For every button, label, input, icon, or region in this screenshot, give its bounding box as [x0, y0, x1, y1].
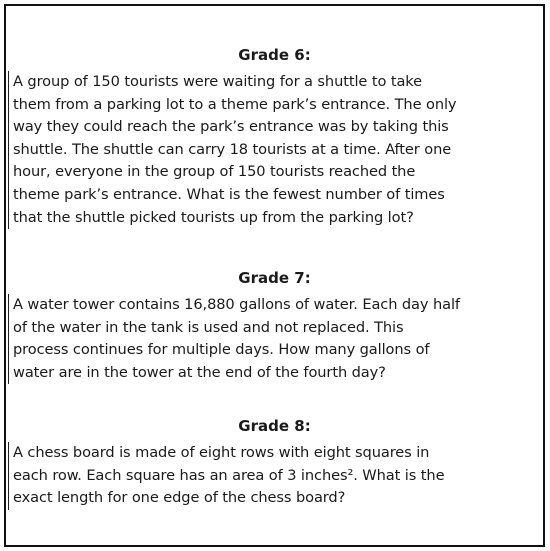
- grade-8-problem: [8, 442, 543, 510]
- problem-line: exact length for one edge of the chess board?: [13, 489, 346, 507]
- grade-8-section: [6, 416, 543, 510]
- problem-line: process continues for multiple days. How many gallons of: [13, 341, 430, 359]
- grade-6-section: [6, 45, 543, 229]
- problem-line: hour, everyone in the group of 150 tourists reached the: [13, 163, 416, 181]
- grade-6-title: Grade 6:: [238, 46, 311, 64]
- problem-line: them from a parking lot to a theme park’s entrance. The only: [13, 95, 457, 113]
- grade-7-section: [6, 268, 543, 384]
- grade-8-title: Grade 8:: [238, 417, 311, 435]
- problem-line: water are in the tower at the end of the fourth day?: [13, 363, 386, 381]
- grade-6-problem: [8, 71, 543, 229]
- grade-7-problem: [8, 294, 543, 384]
- problem-line: A water tower contains 16,880 gallons of water. Each day half: [13, 296, 460, 313]
- worksheet-frame: [4, 4, 545, 547]
- problem-line: A group of 150 tourists were waiting for a shuttle to take: [13, 73, 423, 90]
- problem-line: shuttle. The shuttle can carry 18 tourists at a time. After one: [13, 140, 452, 158]
- grade-7-title: Grade 7:: [238, 269, 311, 287]
- problem-line: way they could reach the park’s entrance was by taking this: [13, 118, 449, 136]
- problem-line: each row. Each square has an area of 3 inches². What is the: [13, 466, 445, 484]
- problem-line: theme park’s entrance. What is the fewest number of times: [13, 185, 445, 203]
- problem-line: that the shuttle picked tourists up from the parking lot?: [13, 208, 414, 226]
- problem-line: of the water in the tank is used and not replaced. This: [13, 318, 404, 336]
- problem-line: A chess board is made of eight rows with eight squares in: [13, 444, 430, 461]
